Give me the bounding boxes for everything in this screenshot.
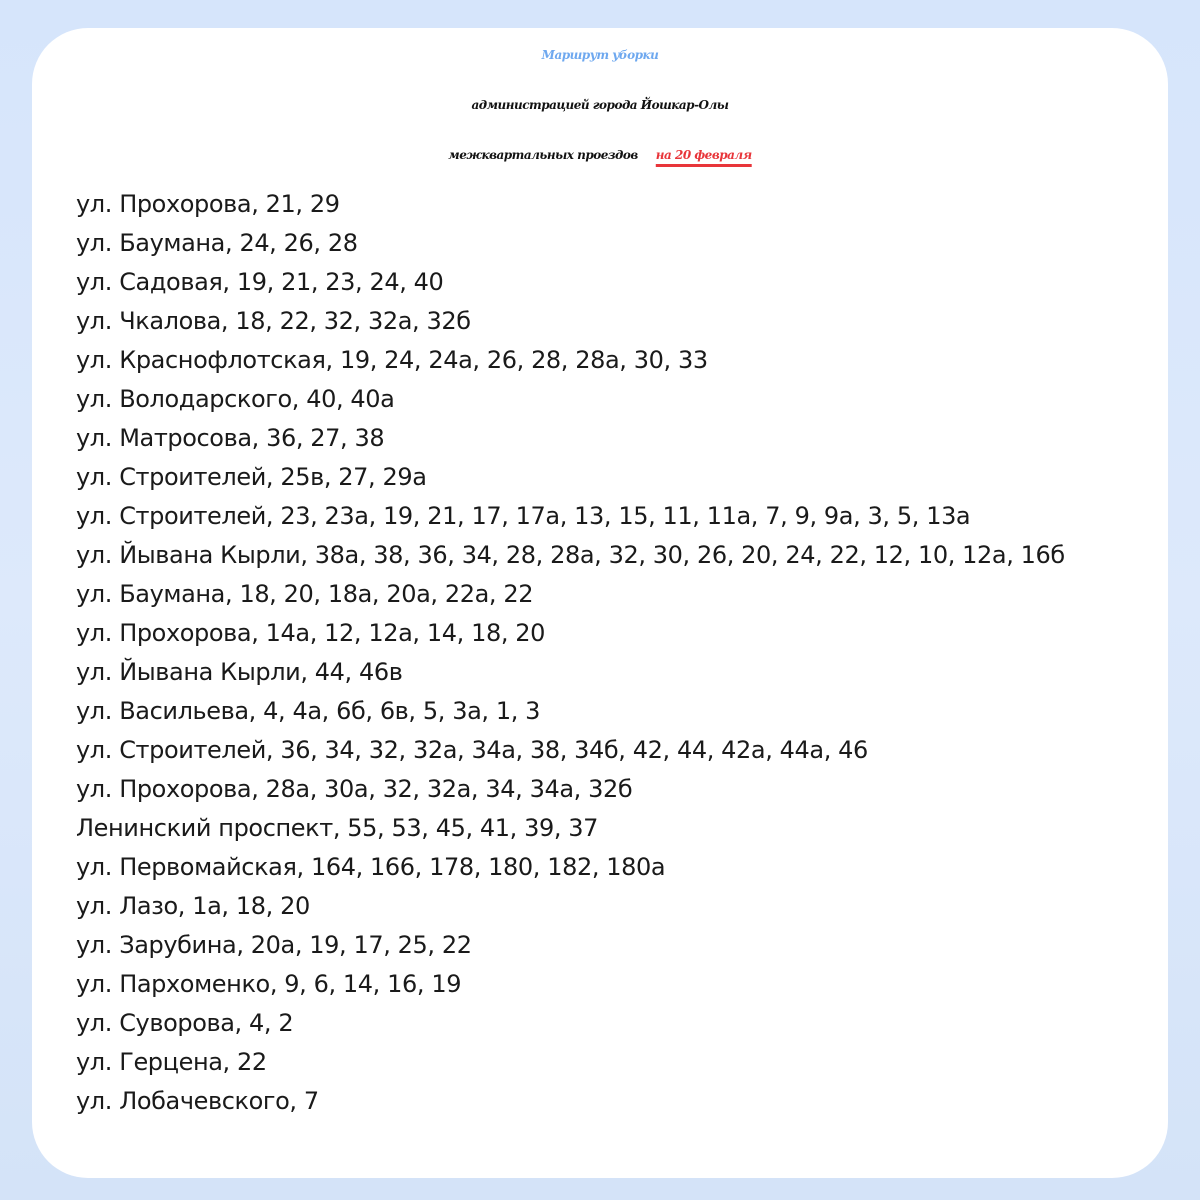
title-block: [0, 30, 1200, 180]
title-date: на 20 февраля: [655, 148, 752, 162]
street-list-item: ул. Строителей, 36, 34, 32, 32а, 34а, 38, 34б, 42, 44, 42а, 44а, 46: [76, 736, 868, 764]
street-list-item: ул. Первомайская, 164, 166, 178, 180, 182, 180а: [76, 853, 666, 881]
street-list-item: ул. Йывана Кырли, 44, 46в: [76, 658, 403, 686]
street-list-item: ул. Суворова, 4, 2: [76, 1009, 294, 1037]
street-list-item: ул. Лазо, 1а, 18, 20: [76, 892, 310, 920]
street-list-item: Ленинский проспект, 55, 53, 45, 41, 39, 37: [76, 814, 599, 842]
street-list-item: ул. Лобачевского, 7: [76, 1087, 319, 1115]
street-list-item: ул. Баумана, 24, 26, 28: [76, 229, 358, 257]
title-administration: администрацией города Йошкар-Олы: [471, 98, 729, 112]
street-list-item: ул. Строителей, 23, 23а, 19, 21, 17, 17а, 13, 15, 11, 11а, 7, 9, 9а, 3, 5, 13а: [76, 502, 971, 530]
title-passages: [0, 130, 1200, 180]
title-route: Маршрут уборки: [541, 48, 659, 62]
street-list: [76, 185, 1065, 1121]
street-list-item: ул. Матросова, 36, 27, 38: [76, 424, 385, 452]
street-list-item: ул. Баумана, 18, 20, 18а, 20а, 22а, 22: [76, 580, 534, 608]
street-list-item: ул. Герцена, 22: [76, 1048, 267, 1076]
street-list-item: ул. Прохорова, 28а, 30а, 32, 32а, 34, 34а, 32б: [76, 775, 633, 803]
street-list-item: ул. Зарубина, 20а, 19, 17, 25, 22: [76, 931, 472, 959]
street-list-item: ул. Прохорова, 14а, 12, 12а, 14, 18, 20: [76, 619, 546, 647]
street-list-item: ул. Володарского, 40, 40а: [76, 385, 395, 413]
title-passages-text: межквартальных проездов: [448, 148, 638, 162]
street-list-item: ул. Краснофлотская, 19, 24, 24а, 26, 28, 28а, 30, 33: [76, 346, 708, 374]
street-list-item: ул. Садовая, 19, 21, 23, 24, 40: [76, 268, 444, 296]
street-list-item: ул. Пархоменко, 9, 6, 14, 16, 19: [76, 970, 462, 998]
street-list-item: ул. Чкалова, 18, 22, 32, 32а, 32б: [76, 307, 471, 335]
street-list-item: ул. Васильева, 4, 4а, 6б, 6в, 5, 3а, 1, 3: [76, 697, 541, 725]
street-list-item: ул. Йывана Кырли, 38а, 38, 36, 34, 28, 28а, 32, 30, 26, 20, 24, 22, 12, 10, 12а, 16б: [76, 541, 1065, 569]
street-list-item: ул. Прохорова, 21, 29: [76, 190, 340, 218]
street-list-item: ул. Строителей, 25в, 27, 29а: [76, 463, 427, 491]
